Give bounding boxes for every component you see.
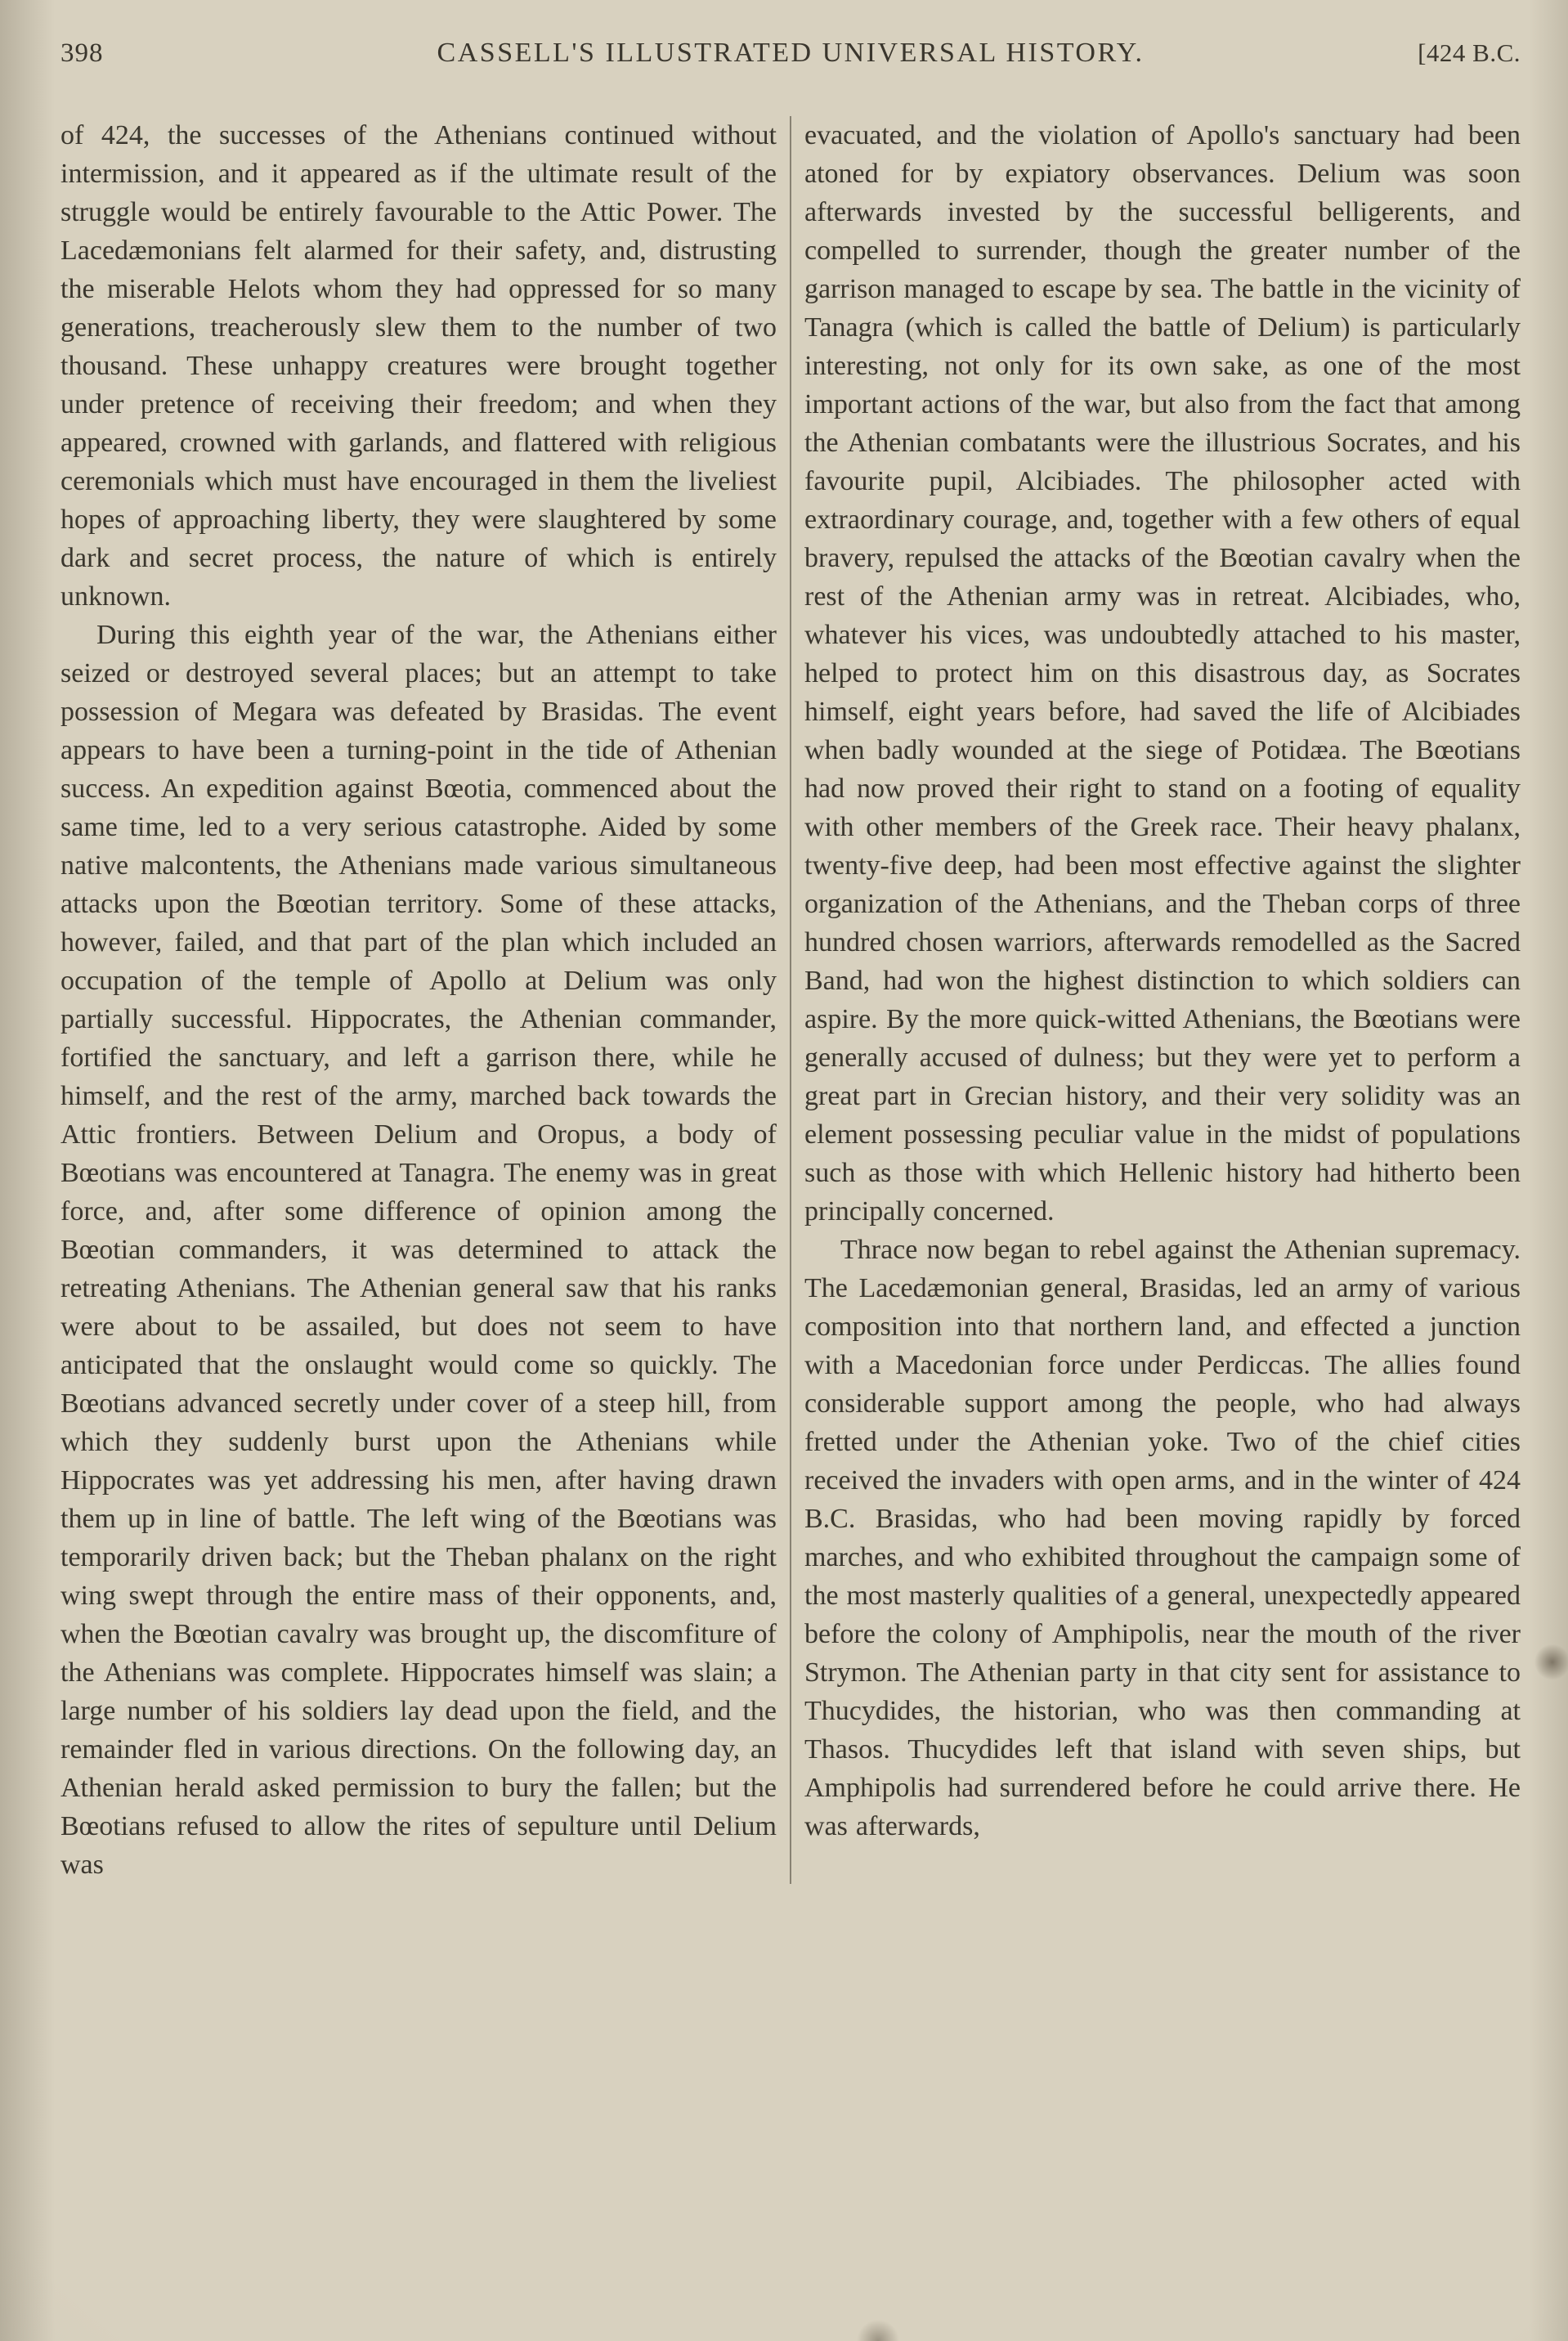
text-columns [60, 116, 1521, 1884]
page-number: 398 [60, 38, 104, 68]
header-title: CASSELL'S ILLUSTRATED UNIVERSAL HISTORY. [437, 38, 1145, 68]
column-divider [790, 116, 791, 1884]
header-date-marker: [424 B.C. [1418, 38, 1521, 67]
paragraph: evacuated, and the violation of Apollo's sanctuary had been atoned for by expiatory observances. Delium was soon afterwards invested by the successful belligerents, and compelled to surrender, though the greater number of the garrison managed to escape by sea. The battle in the vicinity of Tanagra (which is called the battle of Delium) is particularly interesting, not only for its own sake, as one of the most important actions of the war, but also from the fact that among the Athenian combatants were the illustrious Socrates, and his favourite pupil, Alcibiades. The philosopher acted with extraordinary courage, and, together with a few others of equal bravery, repulsed the attacks of the Bœotian cavalry when the rest of the Athenian army was in retreat. Alcibiades, who, whatever his vices, was undoubtedly attached to his master, helped to protect him on this disastrous day, as Socrates himself, eight years before, had saved the life of Alcibiades when badly wounded at the siege of Potidæa. The Bœotians had now proved their right to stand on a footing of equality with other members of the Greek race. Their heavy phalanx, twenty-five deep, had been most effective against the slighter organization of the Athenians, and the Theban corps of three hundred chosen warriors, afterwards remodelled as the Sacred Band, had won the highest distinction to which soldiers can aspire. By the more quick-witted Athenians, the Bœotians were generally accused of dulness; but they were yet to perform a great part in Grecian history, and their very solidity was an element possessing peculiar value in the midst of populations such as those with which Hellenic history had hitherto been principally concerned. [804, 120, 1521, 1227]
paragraph: of 424, the successes of the Athenians continued without intermission, and it appeared as if the ultimate result of the struggle would be entirely favourable to the Attic Power. The Lacedæmonians felt alarmed for their safety, and, distrusting the miserable Helots whom they had oppressed for so many generations, treacherously slew them to the number of two thousand. These unhappy creatures were brought together under pretence of receiving their freedom; and when they appeared, crowned with garlands, and flattered with religious ceremonials which must have encouraged in them the liveliest hopes of approaching liberty, they were slaughtered by some dark and secret process, the nature of which is entirely unknown. [60, 120, 777, 612]
right-column [804, 116, 1521, 1884]
paragraph: Thrace now began to rebel against the Athenian supremacy. The Lacedæmonian general, Brasidas, led an army of various composition into that northern land, and effected a junction with a Macedonian force under Perdiccas. The allies found considerable support among the people, who had always fretted under the Athenian yoke. Two of the chief cities received the invaders with open arms, and in the winter of 424 B.C. Brasidas, who had been moving rapidly by forced marches, and who exhibited throughout the campaign some of the most masterly qualities of a general, unexpectedly appeared before the colony of Amphipolis, near the mouth of the river Strymon. The Athenian party in that city sent for assistance to Thucydides, the historian, who was then commanding at Thasos. Thucydides left that island with seven ships, but Amphipolis had surrendered before he could arrive there. He was afterwards, [804, 1235, 1521, 1841]
left-column [60, 116, 777, 1884]
paragraph: During this eighth year of the war, the Athenians either seized or destroyed several places; but an attempt to take possession of Megara was defeated by Brasidas. The event appears to have been a turning-point in the tide of Athenian success. An expedition against Bœotia, commenced about the same time, led to a very serious catastrophe. Aided by some native malcontents, the Athenians made various simultaneous attacks upon the Bœotian territory. Some of these attacks, however, failed, and that part of the plan which included an occupation of the temple of Apollo at Delium was only partially successful. Hippocrates, the Athenian commander, fortified the sanctuary, and left a garrison there, while he himself, and the rest of the army, marched back towards the Attic frontiers. Between Delium and Oropus, a body of Bœotians was encountered at Tanagra. The enemy was in great force, and, after some difference of opinion among the Bœotian commanders, it was determined to attack the retreating Athenians. The Athenian general saw that his ranks were about to be assailed, but does not seem to have anticipated that the onslaught would come so quickly. The Bœotians advanced secretly under cover of a steep hill, from which they suddenly burst upon the Athenians while Hippocrates was yet addressing his men, after having drawn them up in line of battle. The left wing of the Bœotians was temporarily driven back; but the Theban phalanx on the right wing swept through the entire mass of their opponents, and, when the Bœotian cavalry was brought up, the discomfiture of the Athenians was complete. Hippocrates himself was slain; a large number of his soldiers lay dead upon the field, and the remainder fled in various directions. On the following day, an Athenian herald asked permission to bury the fallen; but the Bœotians refused to allow the rites of sepulture until Delium was [60, 620, 777, 1880]
page-header [60, 38, 1521, 69]
